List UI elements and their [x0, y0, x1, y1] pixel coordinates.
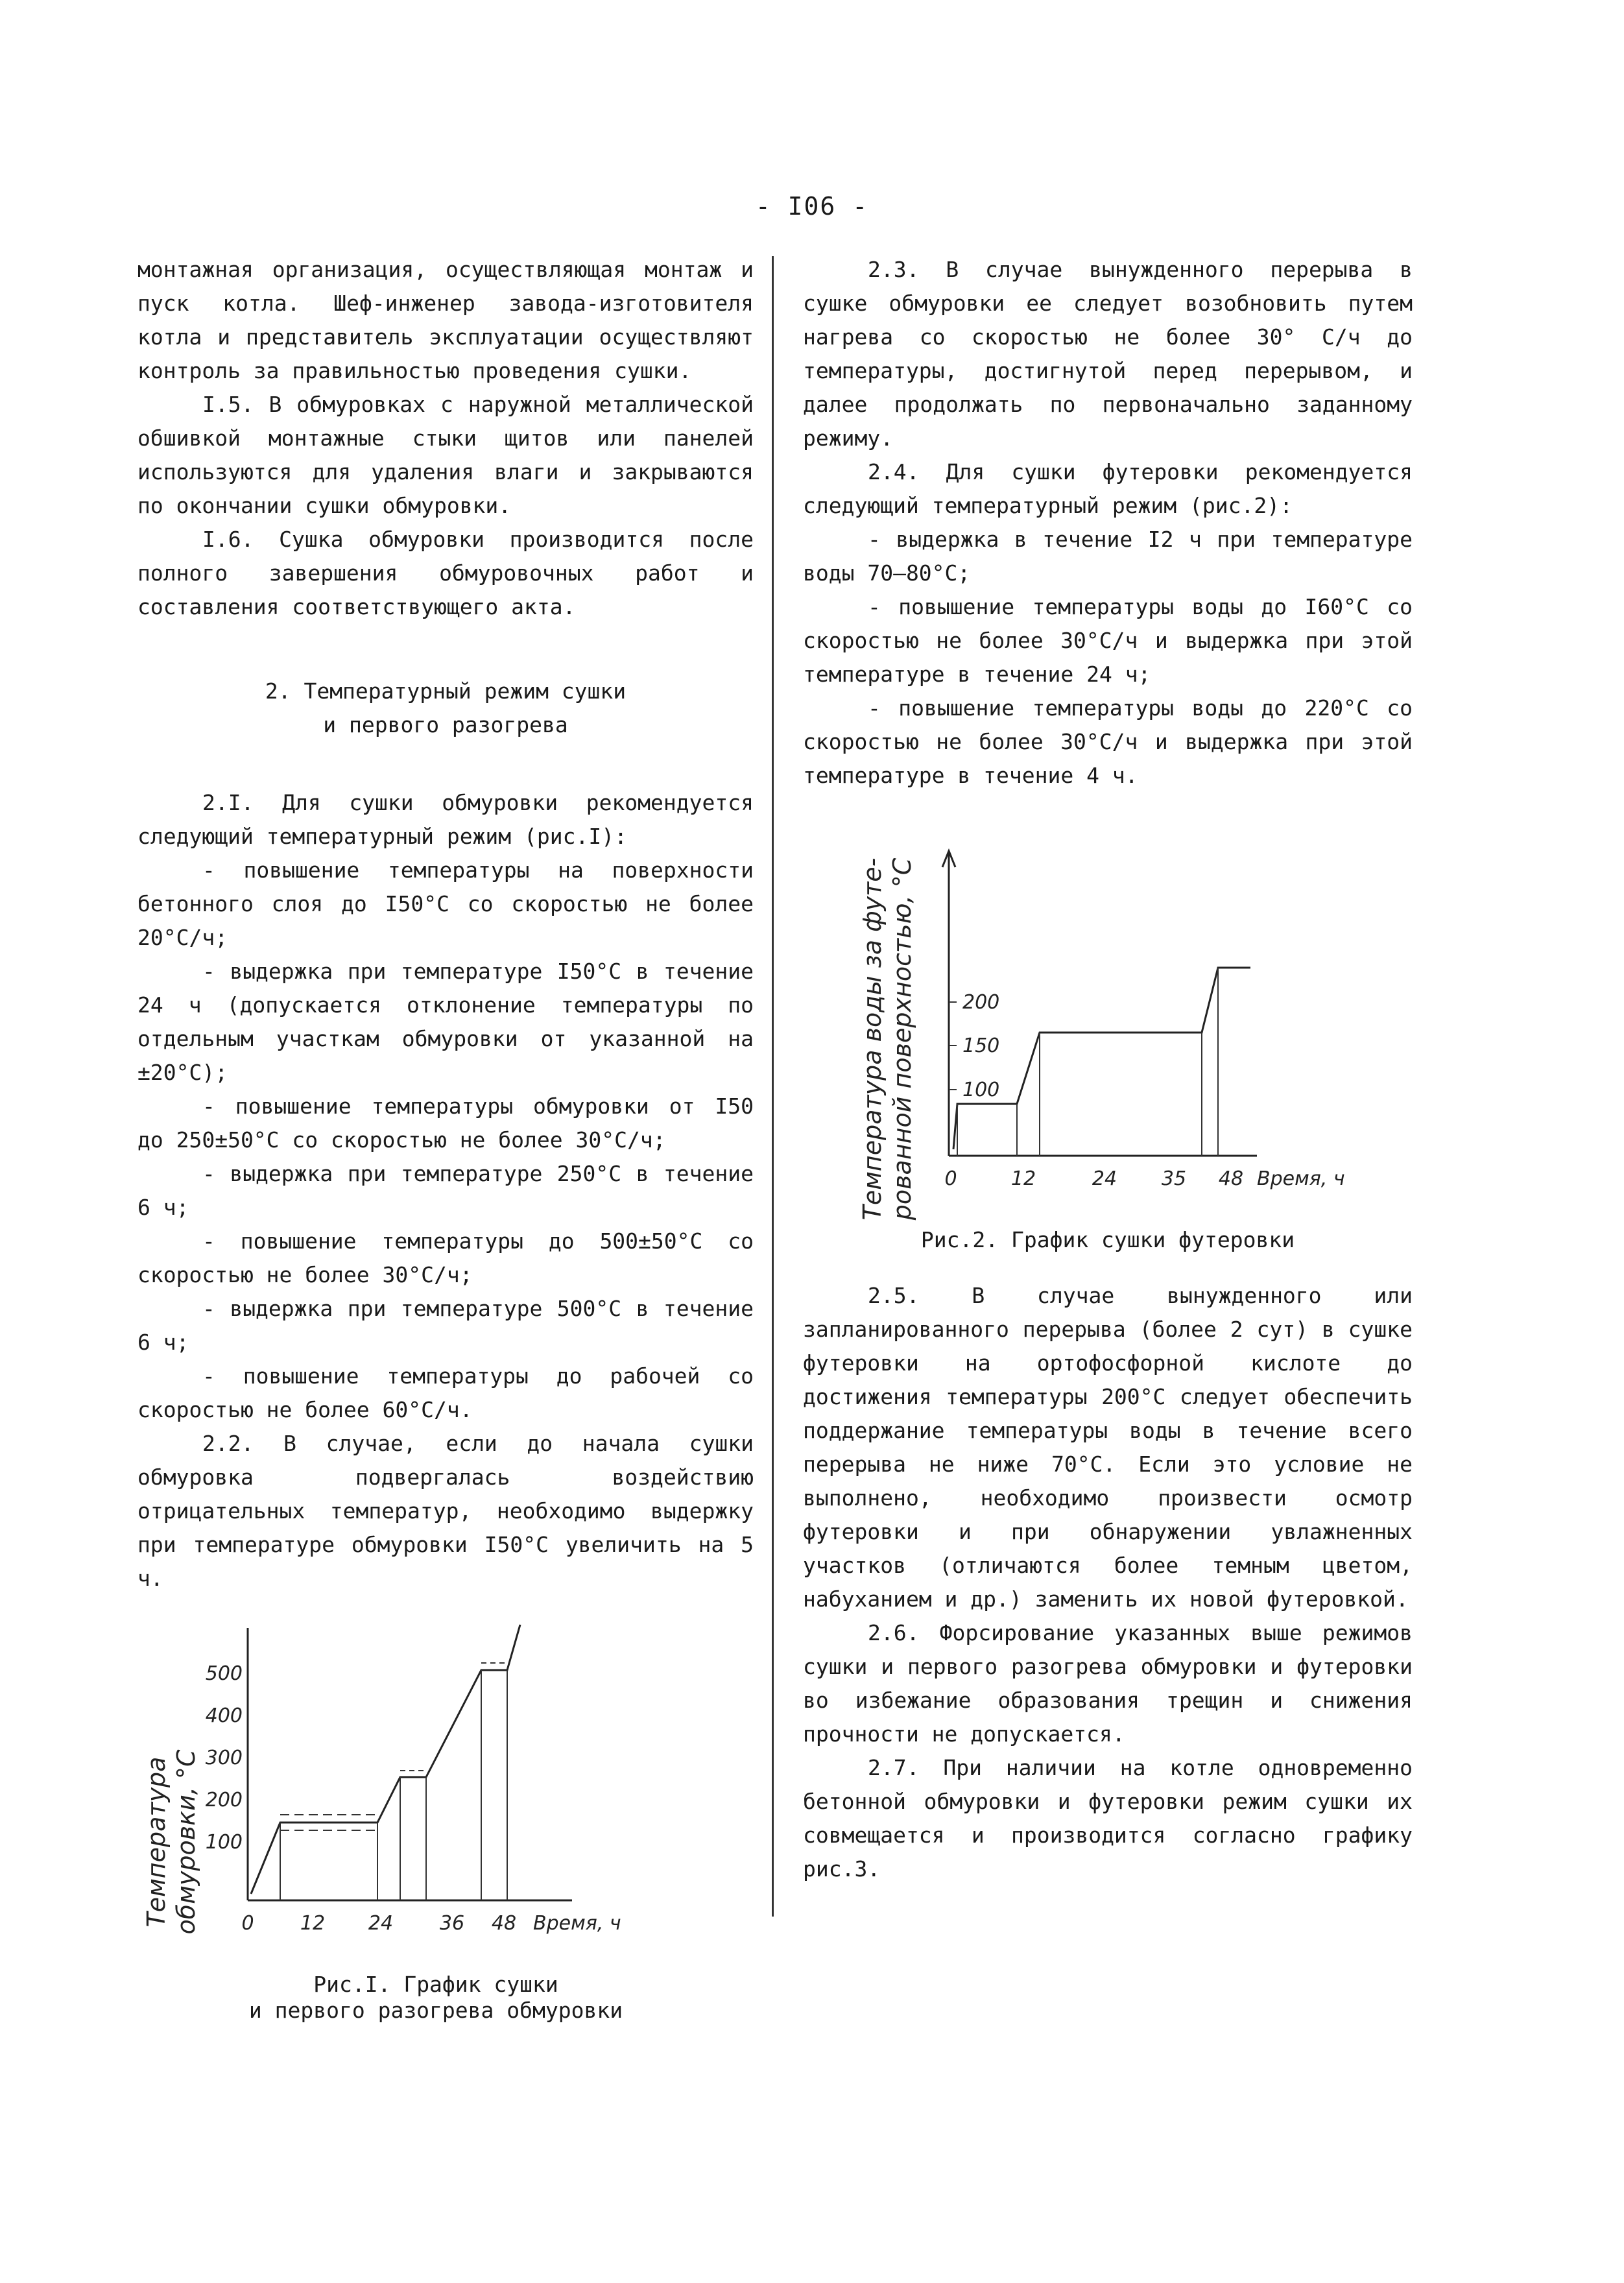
figure-2-x-ticks — [944, 1167, 1344, 1190]
page-number: - I06 - — [755, 192, 869, 221]
figure-1-y-ticks — [206, 1662, 243, 1854]
paragraph: 2.2. В случае, если до начала сушки обмуровка подвергалась воздействию отрицательных температур, необходимо выдержку при температуре обмуровки I50°С увеличить на 5 ч. — [137, 1431, 754, 1591]
y-tick-label: 100 — [962, 1079, 1000, 1101]
list-item: - выдержка при температуре 250°С в течение 6 ч; — [137, 1161, 754, 1220]
y-tick-label: 500 — [205, 1662, 243, 1685]
figure-1-graph — [118, 1608, 767, 1972]
x-tick-label: 48 — [491, 1912, 517, 1935]
left-column — [137, 253, 754, 2024]
figure-1-caption: и первого разогрева обмуровки — [248, 1998, 623, 2023]
figure-2-x-title: Время, ч — [1257, 1167, 1345, 1190]
list-item: - повышение температуры воды до 220°С со скоростью не более 30°С/ч и выдержка при этой температуре в течение 4 ч. — [803, 695, 1413, 788]
figure-1-y-title: обмуровки, °С — [172, 1749, 200, 1935]
paragraph: 2.7. При наличии на котле одновременно бетонной обмуровки и футеровки режим сушки их совмещается и производится согласно графику рис.3. — [803, 1755, 1413, 1882]
figure-1-x-title: Время, ч — [533, 1912, 621, 1935]
list-item: - выдержка при температуре I50°С в течение 24 ч (допускается отклонение температуры по отдельным участкам обмуровки от указанной на ±20°С); — [137, 959, 754, 1085]
figure-1-y-title: Температура — [142, 1756, 171, 1928]
column-divider — [772, 256, 774, 1917]
figure-2-graph — [803, 819, 1413, 1221]
paragraph: 2.3. В случае вынужденного перерыва в сушке обмуровки ее следует возобновить путем нагрева со скоростью не более 30° С/ч до температуры, достигнутой перед перерывом, и далее продолжать по первоначально заданному режиму. — [803, 257, 1413, 451]
list-item: - повышение температуры воды до I60°С со скоростью не более 30°С/ч и выдержка при этой температуре в течение 24 ч; — [803, 594, 1413, 687]
y-tick-label: 200 — [962, 991, 1000, 1014]
x-tick-label: 24 — [368, 1912, 394, 1935]
list-item: - повышение температуры обмуровки от I50 до 250±50°С со скоростью не более 30°С/ч; — [137, 1094, 754, 1153]
x-tick-label: 0 — [241, 1912, 254, 1935]
x-tick-label: 35 — [1161, 1167, 1187, 1190]
y-tick-label: 100 — [205, 1831, 243, 1854]
list-item: - повышение температуры до 500±50°С со скоростью не более 30°С/ч; — [137, 1228, 754, 1287]
list-item: - повышение температуры на поверхности бетонного слоя до I50°С со скоростью не более 20°С/ч; — [137, 857, 754, 950]
x-tick-label: 12 — [300, 1912, 326, 1935]
y-tick-label: 400 — [205, 1704, 243, 1727]
x-tick-label: 48 — [1218, 1167, 1244, 1190]
x-tick-label: 36 — [439, 1912, 465, 1935]
paragraph: 2.I. Для сушки обмуровки рекомендуется следующий температурный режим (рис.I): — [137, 790, 754, 849]
figure-2-y-title: рованной поверхностью, °С — [888, 857, 916, 1221]
paragraph: 2.4. Для сушки футеровки рекомендуется следующий температурный режим (рис.2): — [803, 459, 1413, 518]
figure-1 — [118, 1608, 754, 2024]
figure-2-y-title: Температура воды за футе- — [858, 857, 887, 1221]
x-tick-label: 12 — [1010, 1167, 1036, 1190]
right-column — [803, 253, 1413, 1886]
figure-2 — [803, 819, 1413, 1253]
figure-2-y-ticks — [949, 991, 999, 1101]
paragraph: 2.6. Форсирование указанных выше режимов сушки и первого разогрева обмуровки и футеровки во избежание образования трещин и снижения прочности не допускается. — [803, 1620, 1413, 1747]
figure-2-caption: Рис.2. График сушки футеровки — [920, 1227, 1295, 1252]
x-tick-label: 0 — [944, 1167, 957, 1190]
figure-1-caption: Рис.I. График сушки — [313, 1972, 558, 1997]
list-item: - выдержка в течение I2 ч при температуре воды 70–80°С; — [803, 527, 1413, 586]
y-tick-label: 150 — [962, 1034, 1000, 1057]
section-heading: 2. Температурный режим сушки и первого разогрева — [265, 678, 627, 737]
paragraph: 2.5. В случае вынужденного или запланированного перерыва (более 2 сут) в сушке футеровки на ортофосфорной кислоте до достижения температуры 200°С следует обеспечить поддержание температуры воды в течение всего перерыва не ниже 70°С. Если это условие не выполнено, необходимо произвести осмотр футеровки и при обнаружении увлажненных участков (отличаются более темным цветом, набуханием и др.) заменить их новой футеровкой. — [803, 1283, 1413, 1612]
figure-1-curve — [251, 1625, 520, 1894]
y-tick-label: 200 — [205, 1789, 243, 1811]
list-item: - выдержка при температуре 500°С в течение 6 ч; — [137, 1296, 754, 1355]
paragraph: I.6. Сушка обмуровки производится после полного завершения обмуровочных работ и составления соответствующего акта. — [137, 527, 754, 619]
x-tick-label: 24 — [1092, 1167, 1117, 1190]
list-item: - повышение температуры до рабочей со скоростью не более 60°С/ч. — [137, 1363, 754, 1422]
paragraph: монтажная организация, осуществляющая монтаж и пуск котла. Шеф-инженер завода-изготовителя котла и представитель эксплуатации осуществляют контроль за правильностью проведения сушки. — [137, 257, 754, 383]
paragraph: I.5. В обмуровках с наружной металлической обшивкой монтажные стыки щитов или панелей используются для удаления влаги и закрываются по окончании сушки обмуровки. — [137, 392, 754, 518]
y-tick-label: 300 — [205, 1747, 243, 1769]
figure-1-x-ticks — [241, 1912, 621, 1935]
